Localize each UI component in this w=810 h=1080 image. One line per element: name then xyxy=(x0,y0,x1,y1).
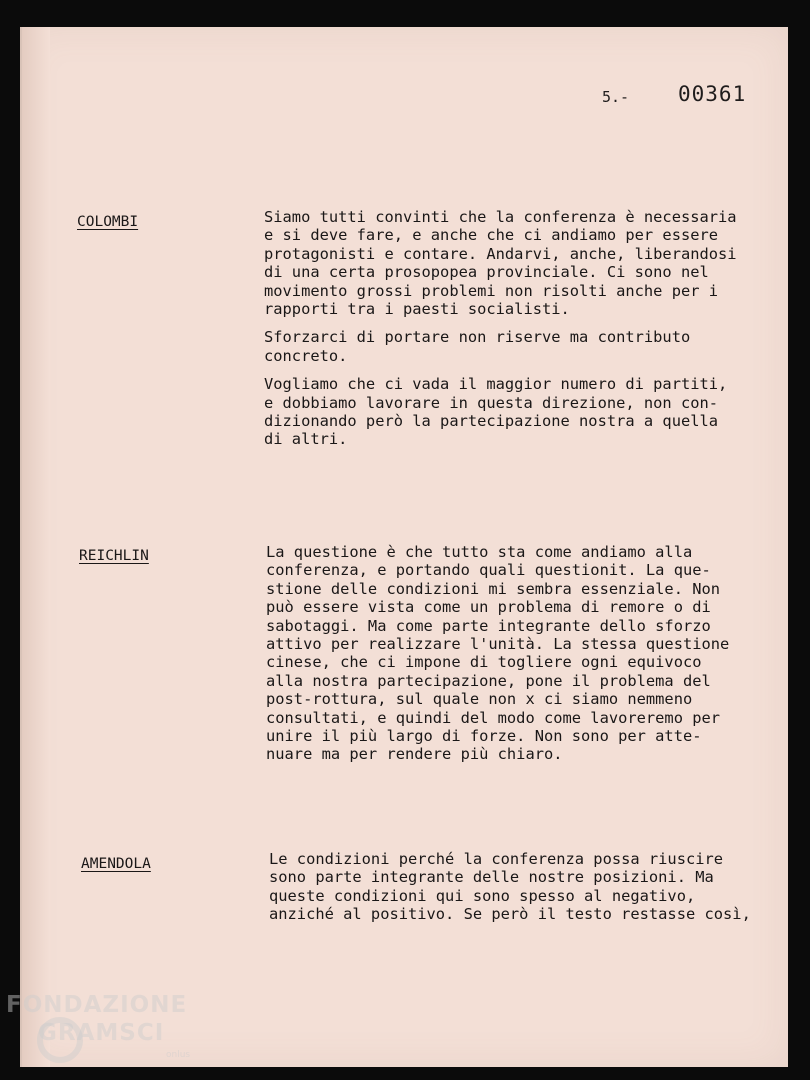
speech-paragraph: Siamo tutti convinti che la conferenza è necessaria e si deve fare, e anche che ci andiamo per essere protagonisti e contare. Andarvi, anche, liberandosi di una certa prosopopea provinciale. Ci sono nel movimento grossi problemi non risolti anche per i rapporti tra i paesti socialisti. xyxy=(264,208,737,319)
speaker-colombi: COLOMBI xyxy=(77,214,139,230)
speech-paragraph: Le condizioni perché la conferenza possa riuscire sono parte integrante delle nostre posizioni. Ma queste condizioni qui sono spesso al negativo, anziché al positivo. Se però il testo restasse così, xyxy=(269,850,751,924)
watermark-line2: GRAMSCI xyxy=(38,1020,165,1046)
speech-paragraph: La questione è che tutto sta come andiamo alla conferenza, e portando quali questionit. La que- stione delle condizioni mi sembra essenziale. Non può essere vista come un problema di remore o di sabotaggi. Ma come parte integrante dello sforzo attivo per realizzare l'unità. La stessa questione cinese, che ci impone di togliere ogni equivoco alla nostra partecipazione, pone il problema del post-rottura, sul quale non x ci siamo nemmeno consultati, e quindi del modo come lavoreremo per unire il più largo di forze. Non sono per atte- nuare ma per rendere più chiaro. xyxy=(266,543,730,764)
speech-paragraph: Sforzarci di portare non riserve ma contributo concreto. xyxy=(264,328,691,365)
binding-edge xyxy=(22,27,50,1067)
speech-amendola xyxy=(269,850,769,934)
speaker-reichlin: REICHLIN xyxy=(79,548,149,564)
page-mark: 5.- xyxy=(602,88,630,106)
fondazione-gramsci-watermark xyxy=(6,992,206,1072)
watermark-line1: FONDAZIONE xyxy=(6,992,188,1018)
paper-sheet xyxy=(20,27,788,1067)
speech-paragraph: Vogliamo che ci vada il maggior numero di partiti, e dobbiamo lavorare in questa direzione, non con- dizionando però la partecipazione nostra a quella di altri. xyxy=(264,375,728,449)
speech-colombi xyxy=(264,208,764,459)
document-number: 00361 xyxy=(678,82,747,106)
speech-reichlin xyxy=(266,543,766,774)
speaker-amendola: AMENDOLA xyxy=(81,856,151,872)
watermark-line3: onlus xyxy=(166,1050,191,1060)
